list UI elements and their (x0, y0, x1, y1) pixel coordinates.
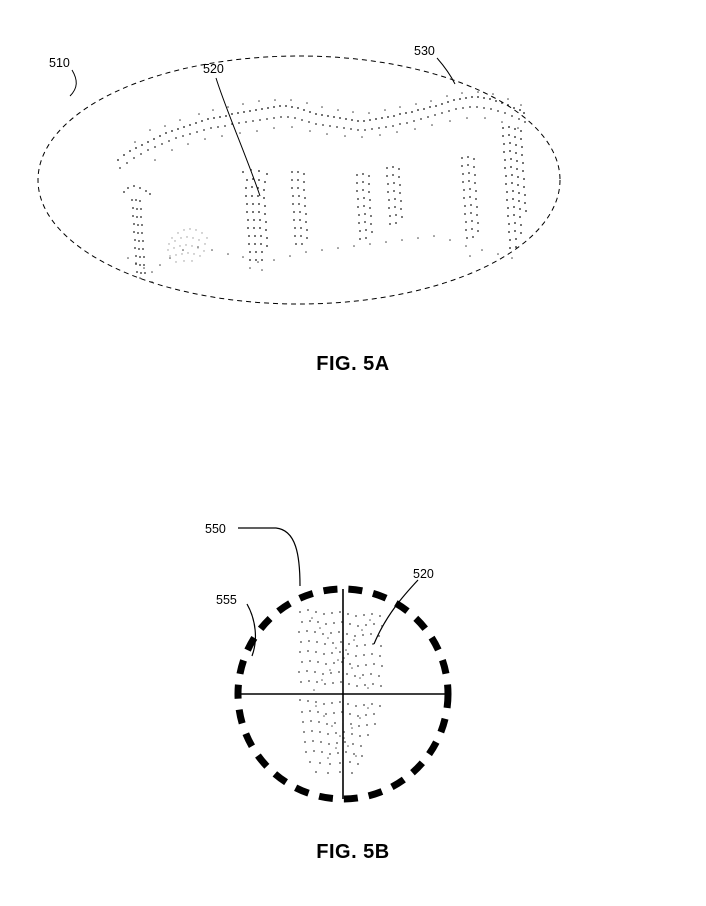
fig5a-canopy-points (117, 91, 526, 169)
fig5a-light-blob (167, 228, 207, 262)
leader-510 (70, 70, 76, 96)
leader-550 (238, 528, 300, 586)
ref-label-520-fig5a: 520 (203, 62, 224, 76)
fig5a-ground-points (127, 235, 513, 283)
leader-555 (247, 604, 255, 656)
ref-label-520-fig5b: 520 (413, 567, 434, 581)
fig5a-column-points (123, 126, 527, 274)
leader-520-b (374, 580, 418, 644)
ref-label-510: 510 (49, 56, 70, 70)
fig5a-dashed-ellipse (38, 56, 560, 304)
figure-caption-5a: FIG. 5A (316, 353, 390, 375)
fig5b-points (298, 609, 383, 774)
ref-label-530: 530 (414, 44, 435, 58)
figure-caption-5b: FIG. 5B (316, 841, 390, 863)
leader-530 (437, 58, 455, 84)
fig5b-dashed-circle (238, 589, 448, 799)
ref-label-550: 550 (205, 522, 226, 536)
ref-label-555: 555 (216, 593, 237, 607)
fig-5a-group (38, 56, 560, 304)
leader-520-a (216, 78, 260, 196)
